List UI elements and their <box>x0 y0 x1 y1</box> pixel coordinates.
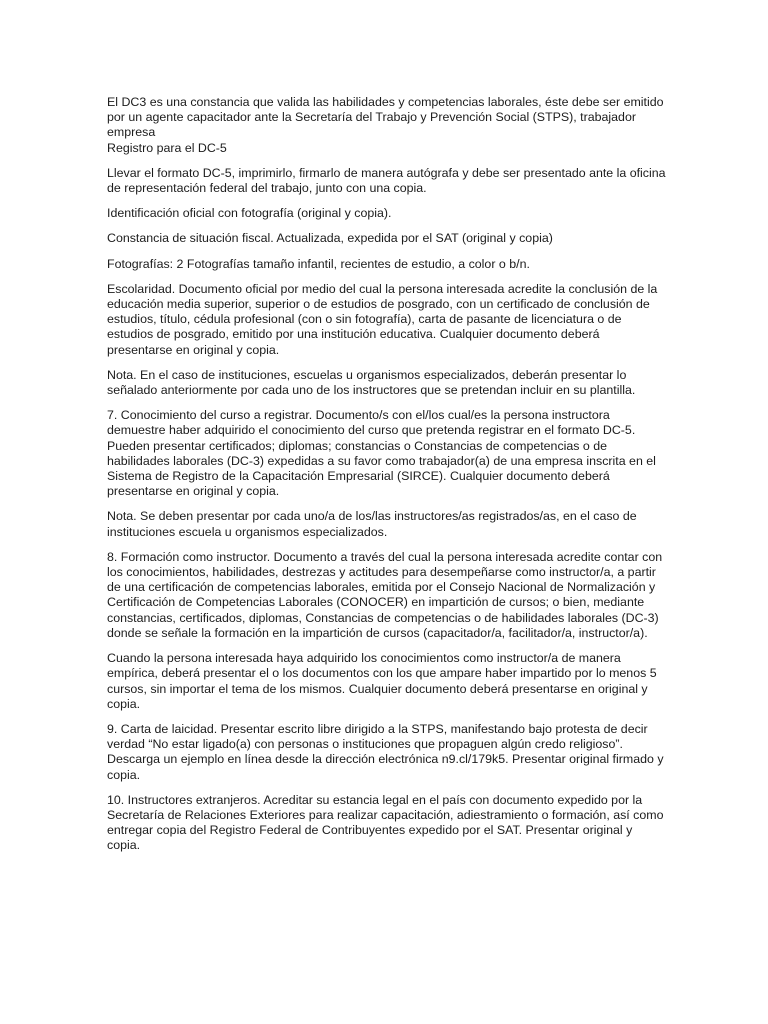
paragraph-course-knowledge: 7. Conocimiento del curso a registrar. Documento/s con el/los cual/es la persona instructora demuestre haber adquirido el conocimiento del curso que pretenda registrar en el formato DC-5. Pueden presentar certificados; diplomas; constancias o Constancias de competencias o de habilidades laborales (DC-3) expedidas a su favor como trabajador(a) de una empresa inscrita en el Sistema de Registro de la Capacitación Empresarial (SIRCE). Cualquier documento deberá presentarse en original y copia. <box>107 408 656 499</box>
paragraph-instructor-training: 8. Formación como instructor. Documento a través del cual la persona interesada acredite contar con los conocimientos, habilidades, destrezas y actitudes para desempeñarse como instructor/a, a partir de una certificación de competencias laborales, emitida por el Consejo Nacional de Normalización y Certificación de Competencias Laborales (CONOCER) en impartición de cursos; o bien, mediante constancias, certificados, diplomas, Constancias de competencias o de habilidades laborales (DC-3) donde se señale la formación en la impartición de cursos (capacitador/a, facilitador/a, instructor/a). <box>107 549 663 640</box>
paragraph-schooling: Escolaridad. Documento oficial por medio del cual la persona interesada acredite la conclusión de la educación media superior, superior o de estudios de posgrado, con un certificado de conclusión de estudios, título, cédula profesional (con o sin fotografía), carta de pasante de licenciatura o de estudios de posgrado, emitido por una institución educativa. Cualquier documento deberá presentarse en original y copia. <box>107 281 658 357</box>
paragraph-dc5-format: Llevar el formato DC-5, imprimirlo, firmarlo de manera autógrafa y debe ser presentado ante la oficina de representación federal del trabajo, junto con una copia. <box>107 165 666 196</box>
document-body <box>107 95 667 864</box>
paragraph-fiscal-status: Constancia de situación fiscal. Actualizada, expedida por el SAT (original y copia) <box>107 231 553 246</box>
intro-paragraph: El DC3 es una constancia que valida las habilidades y competencias laborales, éste debe ser emitido por un agente capacitador ante la Secretaría del Trabajo y Prevención Social (STPS), trabajador empresa <box>107 95 664 140</box>
section-heading: Registro para el DC-5 <box>107 140 227 155</box>
paragraph-foreign-instructors: 10. Instructores extranjeros. Acreditar su estancia legal en el país con documento expedido por la Secretaría de Relaciones Exteriores para realizar capacitación, adiestramiento o formación, así como entregar copia del Registro Federal de Contribuyentes expedido por el SAT. Presentar original y copia. <box>107 792 664 853</box>
paragraph-identification: Identificación oficial con fotografía (original y copia). <box>107 206 392 221</box>
paragraph-empirical-knowledge: Cuando la persona interesada haya adquirido los conocimientos como instructor/a de manera empírica, deberá presentar el o los documentos con los que ampare haber impartido por lo menos 5 cursos, sin importar el tema de los mismos. Cualquier documento deberá presentarse en original y copia. <box>107 651 657 711</box>
paragraph-photographs: Fotografías: 2 Fotografías tamaño infantil, recientes de estudio, a color o b/n. <box>107 256 530 271</box>
paragraph-note-instructors: Nota. Se deben presentar por cada uno/a de los/las instructores/as registrados/as, en el caso de instituciones escuela u organismos especializados. <box>107 509 637 539</box>
paragraph-note-institutions: Nota. En el caso de instituciones, escuelas u organismos especializados, deberán presentar lo señalado anteriormente por cada uno de los instructores que se pretendan incluir en su plantilla. <box>107 367 636 398</box>
paragraph-secularity-letter: 9. Carta de laicidad. Presentar escrito libre dirigido a la STPS, manifestando bajo protesta de decir verdad “No estar ligado(a) con personas o instituciones que propaguen algún credo religioso”. Descarga un ejemplo en línea desde la dirección electrónica n9.cl/179k5. Presentar original firmado y copia. <box>107 721 664 782</box>
